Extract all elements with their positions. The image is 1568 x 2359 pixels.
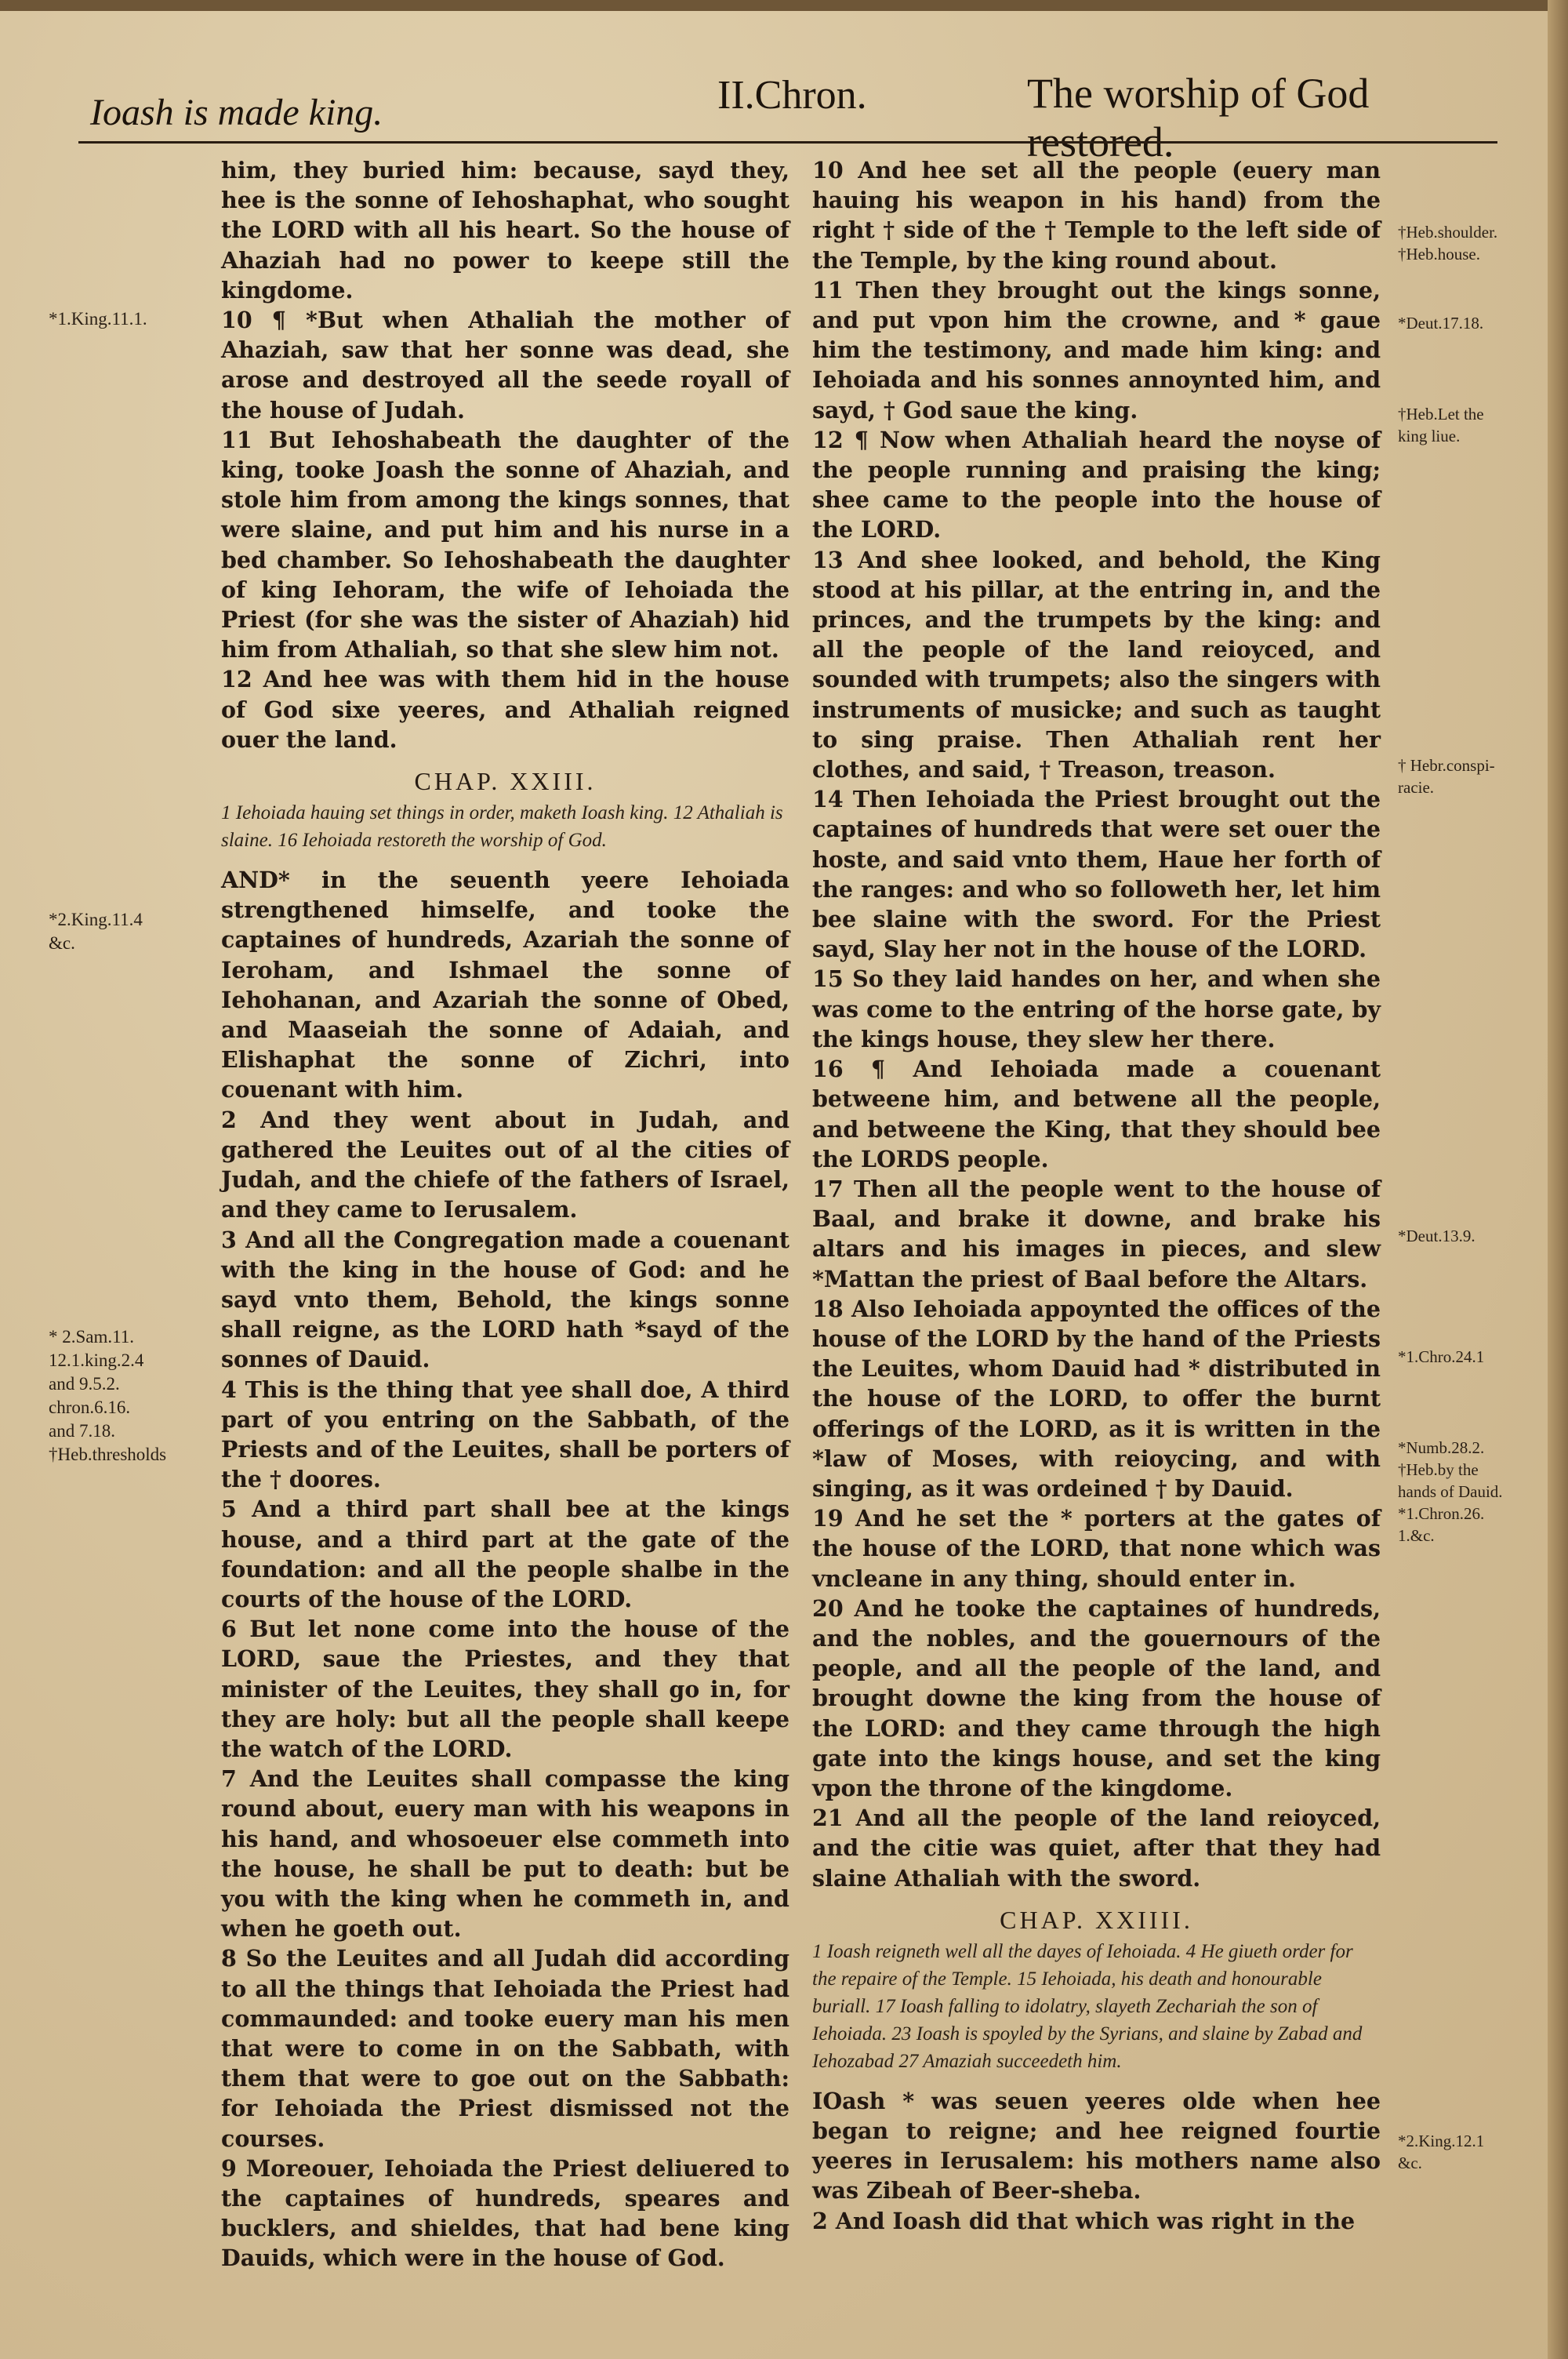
margin-note: * 2.Sam.11. 12.1.king.2.4 and 9.5.2. chron.6.16. and 7.18. †Heb.thresholds	[49, 1327, 167, 1464]
verse-paragraph: 17 Then all the people went to the house of Baal, and brake it downe, and brake his altars and his images in pieces, and slew *Mattan the priest of Baal before the Altars.	[812, 1175, 1381, 1292]
verse-paragraph: IOash * was seuen yeeres olde when hee began to reigne; and hee reigned fourtie yeeres in Ierusalem: his mothers name also was Zibeah of Beer-sheba.	[812, 2087, 1381, 2205]
margin-note: *Numb.28.2. †Heb.by the hands of Dauid. *1.Chron.26. 1.&c.	[1398, 1438, 1503, 1545]
chapter-heading: CHAP. XXIIII.	[1000, 1905, 1193, 1934]
verse-paragraph: 12 And hee was with them hid in the house of God sixe yeeres, and Athaliah reigned ouer the land.	[221, 666, 789, 753]
verse-paragraph: 2 And Ioash did that which was right in the	[812, 2207, 1356, 2234]
margin-note: *1.King.11.1.	[49, 309, 147, 329]
verse-paragraph: 8 So the Leuites and all Judah did according to all the things that Iehoiada the Priest had commaunded: and tooke euery man his men that were to come in on the Sabbath, with them that were to goe out on the Sabbath: for Iehoiada the Priest dismissed not the courses.	[221, 1945, 789, 2152]
verse-paragraph: 7 And the Leuites shall compasse the king round about, euery man with his weapons in his hand, and whosoeuer else commeth into the house, he shall be put to death: but be you with the king when he commeth in, and when he goeth out.	[221, 1765, 789, 1943]
margin-note: †Heb.Let the king liue.	[1398, 405, 1484, 445]
header-right: The worship of God restored.	[1027, 70, 1370, 165]
verse-paragraph: 21 And all the people of the land reioyced, and the citie was quiet, after that they had slaine Athaliah with the sword.	[812, 1805, 1381, 1892]
verse-paragraph: 2 And they went about in Judah, and gathered the Leuites out of al the cities of Judah, and the chiefe of the fathers of Israel, and they came to Ierusalem.	[221, 1106, 789, 1223]
verse-paragraph: 19 And he set the * porters at the gates of the house of the LORD, that none which was vncleane in any thing, should enter in.	[812, 1505, 1381, 1592]
chapter-heading: CHAP. XXIII.	[414, 767, 597, 796]
verse-paragraph: 15 So they laid handes on her, and when she was come to the entring of the horse gate, by the kings house, they slew her there.	[812, 965, 1381, 1052]
margin-note: *2.King.12.1 &c.	[1398, 2132, 1485, 2172]
margin-note: *1.Chro.24.1	[1398, 1347, 1485, 1366]
verse-paragraph: 9 Moreouer, Iehoiada the Priest deliuered to the captaines of hundreds, speares and bucklers, and shieldes, that had bene king Dauids, which were in the house of God.	[221, 2154, 789, 2272]
chapter-summary: 1 Iehoiada hauing set things in order, maketh Ioash king. 12 Athaliah is slaine. 16 Iehoiada restoreth the worship of God.	[221, 802, 783, 852]
verse-paragraph: AND* in the seuenth yeere Iehoiada strengthened himselfe, and tooke the captaines of hundreds, Azariah the sonne of Ieroham, and Ishmael the sonne of Iehohanan, and Azariah the sonne of Obed, and Maaseiah the sonne of Adaiah, and Elishaphat the sonne of Zichri, into couenant with him.	[221, 867, 789, 1103]
verse-paragraph: him, they buried him: because, sayd they, hee is the sonne of Iehoshaphat, who sought the LORD with all his heart. So the house of Ahaziah had no power to keepe still the kingdome.	[221, 157, 789, 304]
verse-paragraph: 11 Then they brought out the kings sonne, and put vpon him the crowne, and * gaue him the testimony, and made him king: and Iehoiada and his sonnes annoynted him, and sayd, † God saue the king.	[812, 276, 1381, 423]
verse-paragraph: 4 This is the thing that yee shall doe, A third part of you entring on the Sabbath, of the Priests and of the Leuites, shall be porters of the † doores.	[221, 1376, 789, 1493]
header-left: Ioash is made king.	[90, 92, 383, 133]
margin-note: *Deut.17.18.	[1398, 314, 1484, 333]
header-rule	[78, 141, 1497, 144]
left-column	[221, 155, 789, 2274]
verse-paragraph: 3 And all the Congregation made a couenant with the king in the house of God: and he sayd vnto them, Behold, the kings sonne shall reigne, as the LORD hath *sayd of the sonnes of Dauid.	[221, 1226, 789, 1373]
verse-paragraph: 11 But Iehoshabeath the daughter of the king, tooke Joash the sonne of Ahaziah, and stole him from among the kings sonnes, that were slaine, and put him and his nurse in a bed chamber. So Iehoshabeath the daughter of king Iehoram, the wife of Iehoiada the Priest (for she was the sister of Ahaziah) hid him from Athaliah, so that she slew him not.	[221, 426, 789, 663]
right-column	[812, 155, 1381, 2236]
verse-paragraph: 20 And he tooke the captaines of hundreds, and the nobles, and the gouernours of the people, and all the people of the land, and brought downe the king from the house of the LORD: and they came through the high gate into the kings house, and set the king vpon the throne of the kingdome.	[812, 1594, 1381, 1801]
verse-paragraph: 10 ¶ *But when Athaliah the mother of Ahaziah, saw that her sonne was dead, she arose and destroyed all the seede royall of the house of Judah.	[221, 307, 789, 423]
verse-paragraph: 5 And a third part shall bee at the kings house, and a third part at the gate of the foundation: and all the people shalbe in the courts of the house of the LORD.	[221, 1496, 789, 1612]
margin-note: *2.King.11.4 &c.	[49, 910, 143, 953]
verse-paragraph: 6 But let none come into the house of the LORD, saue the Priestes, and they that minister of the Leuites, they shall go in, for they are holy: but all the people shall keepe the watch of the LORD.	[221, 1616, 789, 1762]
page-right-edge	[1548, 0, 1568, 2359]
running-header	[78, 61, 1497, 165]
header-center: II.Chron.	[717, 73, 867, 118]
verse-paragraph: 18 Also Iehoiada appoynted the offices of the house of the LORD by the hand of the Priests the Leuites, whom Dauid had * distributed in the house of the LORD, to offer the burnt offerings of the LORD, as it is written in the *law of Moses, with reioycing, and with singing, as it was ordeined † by Dauid.	[812, 1295, 1381, 1502]
page-top-edge	[0, 0, 1568, 11]
verse-paragraph: 13 And shee looked, and behold, the King stood at his pillar, at the entring in, and the princes, and the trumpets by the king: and all the people of the land reioyced, and sounded with trumpets; also the singers with instruments of musicke; and such as taught to sing praise. Then Athaliah rent her clothes, and said, † Treason, treason.	[812, 546, 1381, 783]
verse-paragraph: 10 And hee set all the people (euery man hauing his weapon in his hand) from the right † side of the † Temple to the left side of the Temple, by the king round about.	[812, 157, 1381, 274]
verse-paragraph: 14 Then Iehoiada the Priest brought out the captaines of hundreds that were set ouer the hoste, and said vnto them, Haue her forth of the ranges: and who so followeth her, let him bee slaine with the sword. For the Priest sayd, Slay her not in the house of the LORD.	[812, 786, 1381, 963]
margin-note: †Heb.shoulder. †Heb.house.	[1398, 223, 1498, 264]
margin-note: † Hebr.conspi- racie.	[1398, 756, 1495, 797]
chapter-summary: 1 Ioash reigneth well all the dayes of Iehoiada. 4 He giueth order for the repaire of the Temple. 15 Iehoiada, his death and honourable buriall. 17 Ioash falling to idolatry, slayeth Zechariah the son of Iehoiada. 23 Ioash is spoyled by the Syrians, and slaine by Zabad and Iehozabad 27 Amaziah succeedeth him.	[812, 1940, 1363, 2072]
verse-paragraph: 16 ¶ And Iehoiada made a couenant betweene him, and betwene all the people, and betweene the King, that they should bee the LORDS people.	[812, 1056, 1381, 1172]
verse-paragraph: 12 ¶ Now when Athaliah heard the noyse of the people running and praising the king; shee came to the people into the house of the LORD.	[812, 426, 1381, 543]
margin-note: *Deut.13.9.	[1398, 1227, 1475, 1245]
